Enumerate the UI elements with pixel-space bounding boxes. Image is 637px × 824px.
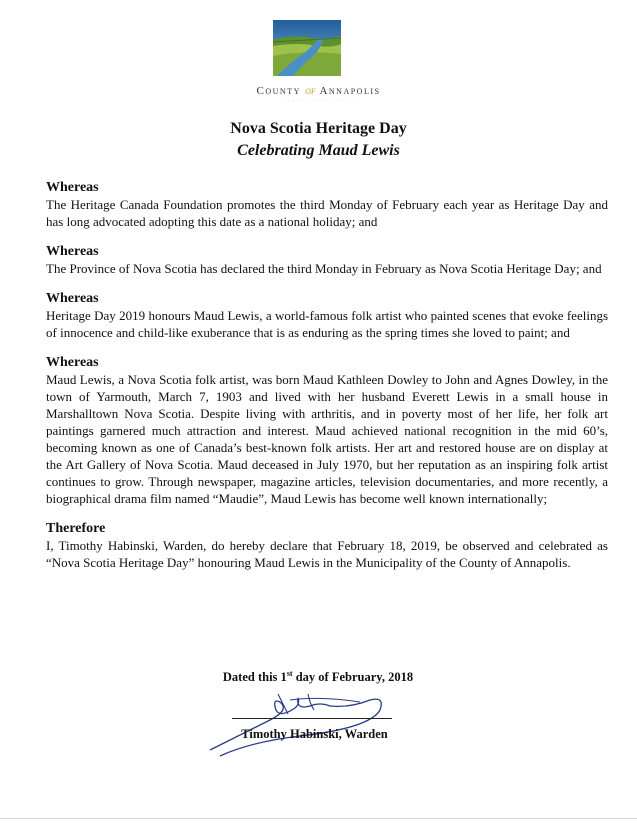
dated-line: Dated this 1st day of February, 2018	[222, 669, 414, 685]
signature-scrawl-icon	[180, 680, 400, 760]
handwritten-signature	[180, 680, 400, 760]
clause-text: The Heritage Canada Foundation promotes the third Monday of February each year as Heritage Day and has long advocated adopting this date as a national holiday; and	[46, 197, 608, 229]
clause-text: Maud Lewis, a Nova Scotia folk artist, was born Maud Kathleen Dowley to John and Agnes Dowley, in the town of Yarmouth, March 7, 1903 and lived with her husband Everett Lewis in a small house in Marshalltown Nova Scotia. Despite living with arthritis, and in poverty most of her life, her folk art paintings garnered much attraction and interest. Maud achieved national recognition in the mid 60’s, becoming known as one of Canada’s best-known folk artists. Her art and restored house are on display at the Art Gallery of Nova Scotia. Maud deceased in July 1970, but her reputation as an inspiring folk artist continues to grow. Through newspaper, magazine articles, television documentaries, and more recently, a biographical drama film named “Maudie”, Maud Lewis has become well known internationally;	[46, 372, 608, 506]
organization-motto-decoration: · · · · · · · · · · · · · · ·	[282, 99, 355, 104]
clause-heading: Whereas	[46, 180, 99, 195]
clause-heading: Whereas	[46, 244, 99, 259]
document-title: Nova Scotia Heritage Day	[230, 120, 407, 137]
clause	[46, 520, 608, 571]
clause	[46, 290, 608, 341]
signature-line	[232, 718, 392, 719]
proclamation-clauses	[46, 179, 608, 584]
clause-text: Heritage Day 2019 honours Maud Lewis, a world-famous folk artist who painted scenes that evoke feelings of innocence and child-like exuberance that is as enduring as the spring times she loved to paint; and	[46, 308, 608, 340]
clause	[46, 354, 608, 507]
clause	[46, 243, 608, 277]
county-logo	[273, 20, 341, 76]
page-edge-divider	[0, 818, 637, 819]
clause-text: The Province of Nova Scotia has declared the third Monday in February as Nova Scotia Heritage Day; and	[46, 261, 602, 276]
organization-name: County of Annapolis	[256, 85, 381, 97]
clause-heading: Whereas	[46, 355, 99, 370]
landscape-river-icon	[273, 20, 341, 76]
clause-heading: Whereas	[46, 291, 99, 306]
clause-heading: Therefore	[46, 521, 106, 536]
signer-name: Timothy Habinski, Warden	[241, 727, 388, 741]
document-subtitle: Celebrating Maud Lewis	[237, 142, 400, 159]
clause	[46, 179, 608, 230]
clause-text: I, Timothy Habinski, Warden, do hereby declare that February 18, 2019, be observed and celebrated as “Nova Scotia Heritage Day” honouring Maud Lewis in the Municipality of the County of Annapolis.	[46, 538, 608, 570]
